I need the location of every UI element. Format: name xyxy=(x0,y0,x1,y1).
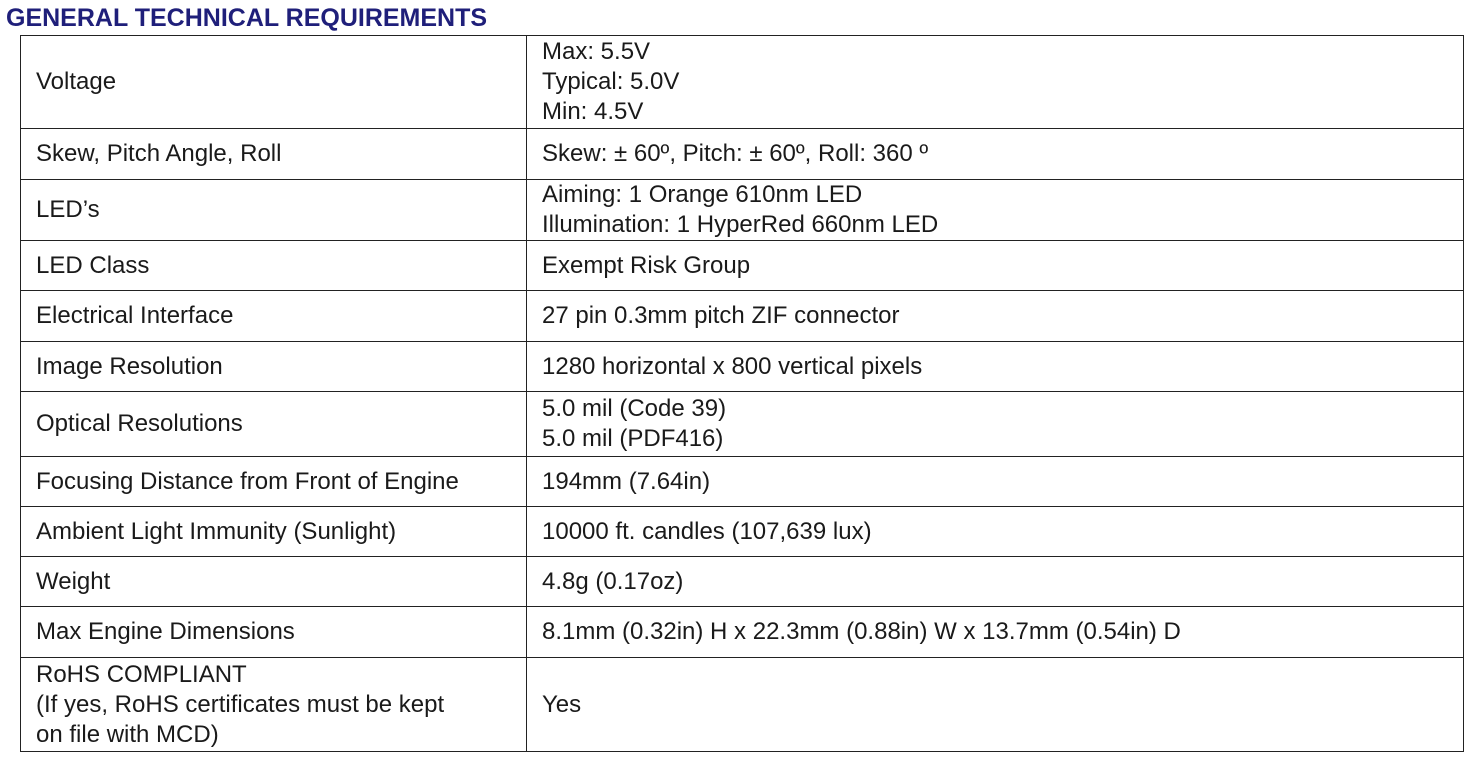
table-row xyxy=(21,392,1464,457)
spec-value: Max: 5.5V xyxy=(542,38,651,65)
spec-table-body xyxy=(21,36,1464,752)
spec-value: Aiming: 1 Orange 610nm LED xyxy=(542,181,863,208)
spec-value: Illumination: 1 HyperRed 660nm LED xyxy=(542,211,939,238)
spec-value-cell xyxy=(527,392,1464,457)
spec-value-cell xyxy=(527,658,1464,752)
spec-label-cell xyxy=(21,658,527,752)
spec-value-cell xyxy=(527,36,1464,129)
spec-label-cell xyxy=(21,291,527,342)
spec-value: 8.1mm (0.32in) H x 22.3mm (0.88in) W x 13.7mm (0.54in) D xyxy=(542,618,1181,645)
spec-value: Skew: ± 60º, Pitch: ± 60º, Roll: 360 º xyxy=(542,140,929,167)
spec-value: 10000 ft. candles (107,639 lux) xyxy=(542,517,872,545)
spec-value: Yes xyxy=(542,690,582,718)
spec-label-cell xyxy=(21,180,527,241)
spec-label: Image Resolution xyxy=(36,352,223,380)
spec-label-cell xyxy=(21,607,527,658)
table-row xyxy=(21,607,1464,658)
spec-label-cell xyxy=(21,36,527,129)
spec-value-cell xyxy=(527,457,1464,507)
spec-value-cell xyxy=(527,241,1464,291)
spec-value: Exempt Risk Group xyxy=(542,251,751,279)
spec-value-cell xyxy=(527,129,1464,180)
spec-label: Ambient Light Immunity (Sunlight) xyxy=(36,517,397,545)
spec-label-cell xyxy=(21,457,527,507)
spec-value-cell xyxy=(527,557,1464,607)
spec-label-cell xyxy=(21,392,527,457)
spec-label: on file with MCD) xyxy=(36,720,219,748)
spec-label: Skew, Pitch Angle, Roll xyxy=(36,140,282,167)
spec-label: LED Class xyxy=(36,251,150,279)
spec-label-cell xyxy=(21,507,527,557)
spec-table xyxy=(20,35,1464,752)
table-row xyxy=(21,457,1464,507)
table-row xyxy=(21,291,1464,342)
spec-value: 1280 horizontal x 800 vertical pixels xyxy=(542,352,923,380)
spec-label: (If yes, RoHS certificates must be kept xyxy=(36,690,445,718)
document-title: GENERAL TECHNICAL REQUIREMENTS xyxy=(6,4,488,32)
spec-value-cell xyxy=(527,507,1464,557)
table-row xyxy=(21,342,1464,392)
spec-label: Optical Resolutions xyxy=(36,410,243,437)
spec-label-cell xyxy=(21,241,527,291)
table-row xyxy=(21,241,1464,291)
spec-value: Min: 4.5V xyxy=(542,98,644,125)
spec-value: 5.0 mil (PDF416) xyxy=(542,425,724,452)
spec-label: Focusing Distance from Front of Engine xyxy=(36,467,459,495)
spec-value: 27 pin 0.3mm pitch ZIF connector xyxy=(542,302,900,329)
spec-label: RoHS COMPLIANT xyxy=(36,660,247,688)
spec-label: Weight xyxy=(36,567,111,595)
spec-label-cell xyxy=(21,342,527,392)
spec-value: 194mm (7.64in) xyxy=(542,467,711,495)
spec-label: LED’s xyxy=(36,196,100,223)
spec-value: Typical: 5.0V xyxy=(542,68,680,95)
spec-label: Electrical Interface xyxy=(36,302,234,329)
spec-value: 4.8g (0.17oz) xyxy=(542,567,684,595)
spec-value-cell xyxy=(527,291,1464,342)
table-row xyxy=(21,129,1464,180)
spec-value: 5.0 mil (Code 39) xyxy=(542,395,727,422)
table-row xyxy=(21,36,1464,129)
spec-label: Voltage xyxy=(36,68,117,95)
spec-label-cell xyxy=(21,557,527,607)
spec-label-cell xyxy=(21,129,527,180)
table-row xyxy=(21,180,1464,241)
spec-value-cell xyxy=(527,180,1464,241)
spec-label: Max Engine Dimensions xyxy=(36,618,295,645)
table-row xyxy=(21,658,1464,752)
spec-value-cell xyxy=(527,607,1464,658)
table-row xyxy=(21,507,1464,557)
spec-value-cell xyxy=(527,342,1464,392)
table-row xyxy=(21,557,1464,607)
